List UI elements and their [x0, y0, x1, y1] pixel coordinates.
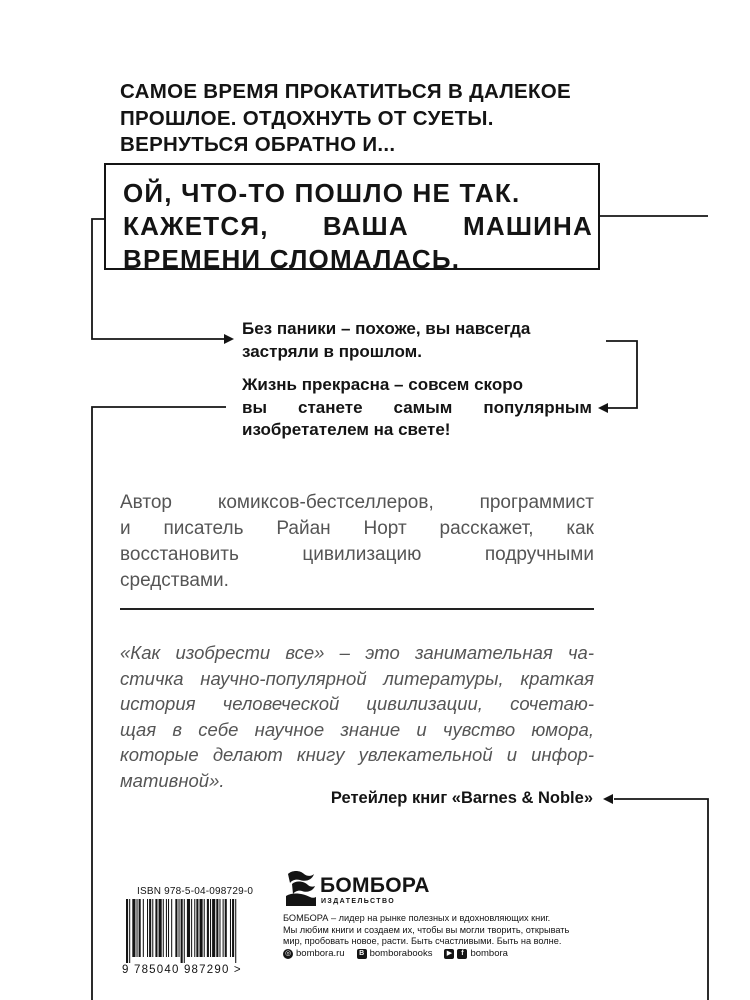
quote-line: стичка научно-популярной литературы, краткая	[120, 667, 594, 689]
social-links	[283, 948, 514, 959]
barcode-bar	[166, 899, 167, 957]
barcode-bar	[163, 899, 164, 957]
quote-line: щая в себе научное знание и чувство юмора,	[120, 718, 594, 740]
barcode-bar	[171, 899, 172, 957]
barcode-bar	[181, 899, 183, 963]
quote-line: «Как изобрести все» – это занимательная ча-	[120, 642, 594, 663]
barcode-bar	[216, 899, 218, 957]
publisher-name: БОМБОРА	[320, 874, 430, 897]
section-divider	[120, 608, 594, 610]
barcode-bar	[210, 899, 211, 957]
alert-line: КАЖЕТСЯ, ВАША МАШИНА	[123, 211, 593, 241]
life-paragraph	[242, 374, 592, 442]
barcode-bar	[129, 899, 130, 963]
intro-paragraph	[120, 79, 620, 159]
barcode-bar	[212, 899, 215, 957]
alert-heading	[123, 177, 593, 276]
barcode-bar	[196, 899, 198, 957]
quote-line: история человеческой цивилизации, сочетаю-	[120, 693, 594, 714]
author-line: и писатель Райан Норт расскажет, как	[120, 518, 594, 539]
author-line: восстановить цивилизацию подручными	[120, 544, 594, 565]
author-line: Автор комиксов-бестселлеров, программист	[120, 492, 594, 513]
panic-paragraph	[242, 318, 592, 363]
barcode-bar	[204, 899, 205, 957]
publisher-subtitle: ИЗДАТЕЛЬСТВО	[321, 898, 396, 905]
barcode-bar	[179, 899, 180, 957]
author-line: средствами.	[120, 570, 229, 591]
arrow-right-icon	[224, 334, 234, 344]
barcode-bar	[175, 899, 177, 957]
social-label: bombora.ru	[296, 948, 345, 959]
arrow-left-icon	[598, 403, 608, 413]
intro-line: САМОЕ ВРЕМЯ ПРОКАТИТЬСЯ В ДАЛЕКОЕ	[120, 80, 572, 103]
barcode-bar	[152, 899, 153, 957]
instagram-icon: ◎	[284, 949, 292, 957]
barcode-bar	[137, 899, 138, 957]
social-link-site[interactable]	[283, 948, 345, 959]
social-link-video[interactable]	[444, 948, 508, 959]
barcode-bar	[207, 899, 209, 957]
barcode-bar	[159, 899, 162, 957]
barcode-icon	[126, 899, 274, 963]
publisher-blurb	[283, 913, 603, 948]
barcode-bar	[126, 899, 128, 963]
life-line: изобретателем на свете!	[242, 420, 451, 439]
vk-icon: В	[357, 949, 367, 959]
life-line: Жизнь прекрасна – совсем скоро	[242, 375, 523, 394]
facebook-icon: f	[457, 949, 467, 959]
review-quote	[120, 640, 594, 793]
barcode-bar	[200, 899, 203, 957]
arrow-left-icon	[603, 794, 613, 804]
bombora-logo-icon	[282, 868, 318, 908]
barcode-bar	[230, 899, 231, 957]
barcode-bar	[139, 899, 141, 957]
barcode-bar	[149, 899, 151, 957]
barcode-bar	[219, 899, 220, 957]
barcode-bar	[225, 899, 227, 957]
alert-line: ОЙ, ЧТО-ТО ПОШЛО НЕ ТАК.	[123, 178, 521, 208]
life-line: вы станете самым популярным	[242, 397, 592, 417]
intro-line: ВЕРНУТЬСЯ ОБРАТНО И...	[120, 133, 396, 156]
barcode-bar	[147, 899, 148, 957]
quote-line: мативной».	[120, 769, 225, 791]
barcode-bar	[184, 899, 185, 963]
intro-line: ПРОШЛОЕ. ОТДОХНУТЬ ОТ СУЕТЫ.	[120, 106, 494, 130]
barcode-bar	[235, 899, 236, 963]
youtube-icon: ▶	[444, 949, 454, 959]
quote-line: которые делают книгу увлекательной и инфор-	[120, 744, 594, 765]
barcode-bar	[191, 899, 192, 957]
barcode-digits: 9 785040 987290 >	[122, 964, 242, 976]
blurb-line: БОМБОРА – лидер на рынке полезных и вдохновляющих книг.	[283, 913, 551, 923]
barcode-bar	[168, 899, 169, 957]
barcode-bar	[143, 899, 144, 957]
panic-line: застряли в прошлом.	[242, 341, 422, 361]
barcode-bar	[232, 899, 234, 957]
barcode-bar	[155, 899, 157, 957]
barcode-bar	[194, 899, 195, 957]
social-label: bombora	[470, 948, 508, 959]
social-label: bomborabooks	[369, 948, 433, 959]
quote-source: Ретейлер книг «Barnes & Noble»	[330, 789, 593, 807]
blurb-line: Мы любим книги и создаем их, чтобы вы могли творить, открывать	[283, 924, 570, 935]
blurb-line: мир, пробовать новое, расти. Быть счастливыми. Быть на волне.	[283, 936, 562, 946]
isbn-label: ISBN 978-5-04-098729-0	[137, 886, 254, 897]
barcode-bar	[187, 899, 190, 957]
barcode-bar	[132, 899, 135, 957]
panic-line: Без паники – похоже, вы навсегда	[242, 319, 531, 338]
author-description	[120, 490, 594, 594]
barcode-bar	[223, 899, 224, 957]
alert-line: ВРЕМЕНИ СЛОМАЛАСЬ.	[123, 244, 461, 274]
social-link-vk[interactable]	[357, 948, 433, 959]
